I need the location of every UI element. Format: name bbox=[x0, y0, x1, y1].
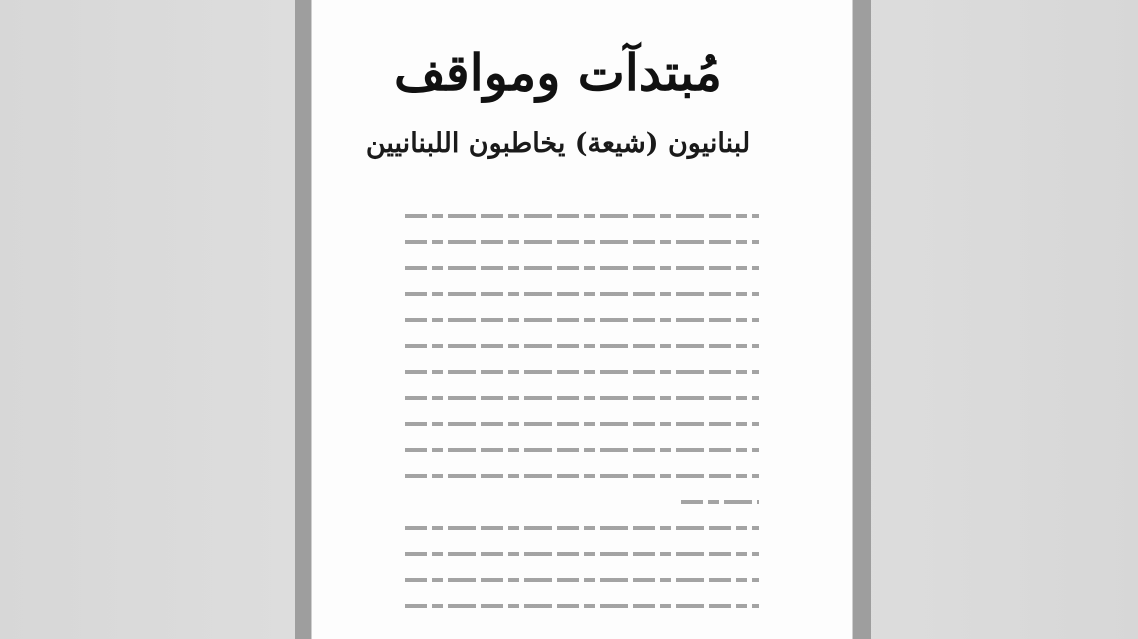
paragraph-1 bbox=[405, 214, 759, 504]
text-line bbox=[405, 578, 759, 582]
paragraph-2 bbox=[405, 526, 759, 608]
text-line bbox=[405, 318, 759, 322]
text-line bbox=[405, 526, 759, 530]
text-line bbox=[405, 552, 759, 556]
text-line bbox=[405, 214, 759, 218]
text-line bbox=[405, 370, 759, 374]
page-title: مُبتدآت ومواقف bbox=[394, 43, 722, 102]
text-line bbox=[405, 266, 759, 270]
body-text bbox=[405, 214, 759, 630]
text-line bbox=[405, 604, 759, 608]
text-line bbox=[405, 292, 759, 296]
text-line bbox=[681, 500, 759, 504]
text-line bbox=[405, 396, 759, 400]
text-line bbox=[405, 344, 759, 348]
document-page bbox=[311, 0, 853, 639]
page-subtitle: لبنانيون (شيعة) يخاطبون اللبنانيين bbox=[365, 128, 751, 159]
text-line bbox=[405, 422, 759, 426]
text-line bbox=[405, 474, 759, 478]
text-line bbox=[405, 240, 759, 244]
text-line bbox=[405, 448, 759, 452]
